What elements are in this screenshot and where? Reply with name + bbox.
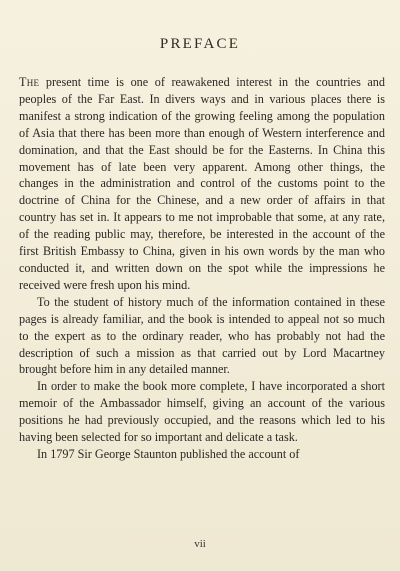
paragraph-3: In order to make the book more complete, I have incorporated a short memoir of the Ambassador himself, giving an account of the various positions he had previously occupied, and the reasons which led to his having been selected for so important and delicate a task. [19, 379, 385, 445]
page-title: PREFACE [159, 36, 241, 52]
paragraph-text: present time is one of reawakened interest in the countries and peoples of the Far East. In divers ways and in various places there is manifest a strong indication of the growing feeling among the population of Asia that there has been more than enough of Western interference and domination, and that the East should be for the Easterns. In China this movement has of late been very apparent. Among other things, the changes in the administration and control of the customs point to the doctrine of China for the Chinese, and a new order of affairs in that country has set in. It appears to me not improbable that some, at any rate, of the reading public may, therefore, be interested in the account of the first British Embassy to China, given in his own words by the man who conducted it, and written down on the spot while the impressions he received were fresh upon his mind. [19, 75, 385, 292]
paragraph-2: To the student of history much of the information contained in these pages is already familiar, and the book is intended to appeal not so much to the expert as to the ordinary reader, who has probably not had the description of such a mission as that carried out by Lord Macartney brought before him in any detailed manner. [19, 294, 385, 377]
preface-body [19, 74, 385, 463]
paragraph-1 [19, 74, 385, 294]
paragraph-lead-word: The [19, 75, 40, 89]
page-number: vii [194, 538, 206, 550]
paragraph-4: In 1797 Sir George Staunton published the account of [37, 446, 300, 461]
